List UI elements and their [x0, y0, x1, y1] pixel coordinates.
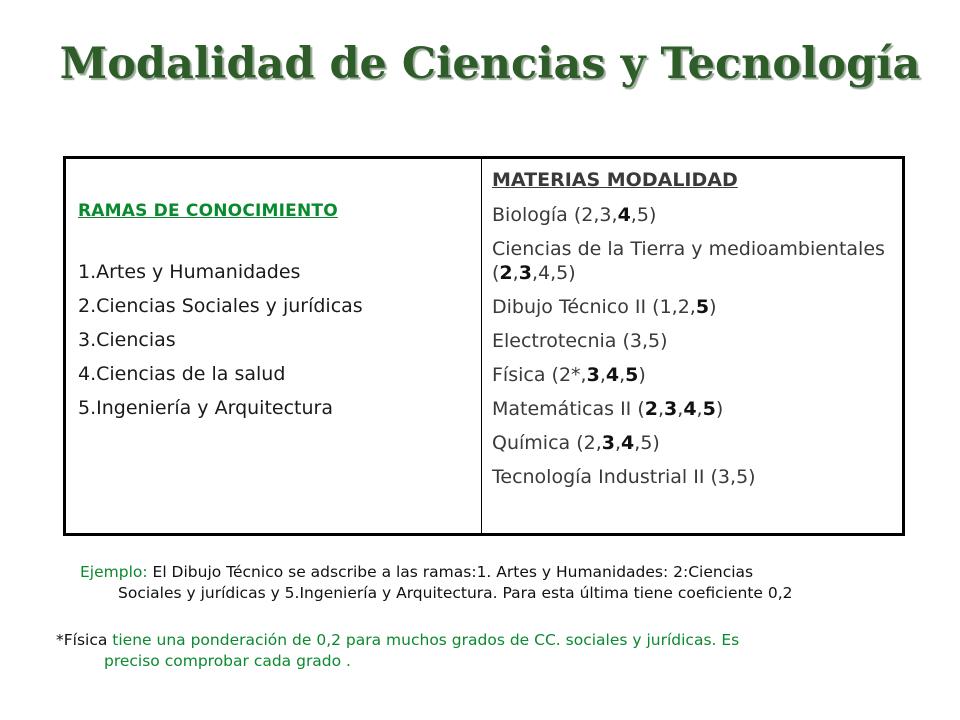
- materia-code: 2: [583, 432, 596, 454]
- materia-code: 3: [629, 330, 642, 352]
- materia-code: 5: [736, 466, 749, 488]
- rama-item: 1.Artes y Humanidades: [78, 261, 301, 283]
- materia-item: Electrotecnia (3,5): [492, 330, 668, 352]
- materia-code: 5: [625, 364, 639, 386]
- materia-code: 5: [695, 296, 710, 318]
- materia-name: Dibujo Técnico II: [492, 296, 647, 318]
- rama-item: 5.Ingeniería y Arquitectura: [78, 397, 333, 419]
- fisica-text-line1: tiene una ponderación de 0,2 para muchos grados de CC. sociales y jurídicas. Es: [107, 631, 740, 649]
- materia-name: Física: [492, 364, 546, 386]
- materia-code: 4: [683, 398, 697, 420]
- subjects-table: [63, 156, 905, 536]
- example-label: Ejemplo:: [80, 563, 148, 581]
- materia-code: 5: [640, 432, 653, 454]
- materia-name: Química: [492, 432, 571, 454]
- materia-code: 1: [659, 296, 672, 318]
- rama-item: 3.Ciencias: [78, 329, 176, 351]
- materia-code: 5: [556, 262, 569, 284]
- fisica-note: [56, 630, 946, 672]
- page-title: Modalidad de Ciencias y Tecnología: [59, 39, 921, 89]
- materia-item: Tecnología Industrial II (3,5): [492, 466, 756, 488]
- example-text-line1: El Dibujo Técnico se adscribe a las ramas:1. Artes y Humanidades: 2:Ciencias: [147, 563, 754, 581]
- materia-item: Física (2*,3,4,5): [492, 364, 646, 386]
- materia-name: Matemáticas II: [492, 398, 632, 420]
- example-note: [80, 562, 950, 604]
- materia-name: Ciencias de la Tierra y medioambientales: [492, 238, 885, 260]
- materia-code: 3: [717, 466, 731, 488]
- materia-code: 2: [581, 204, 594, 226]
- materia-code: 3: [599, 204, 612, 226]
- rama-item: 4.Ciencias de la salud: [78, 363, 286, 385]
- materia-item: Dibujo Técnico II (1,2,5): [492, 296, 717, 318]
- materia-code: 2: [499, 262, 513, 284]
- example-text-line2: Sociales y jurídicas y 5.Ingeniería y Arquitectura. Para esta última tiene coeficiente 0,2: [118, 584, 793, 602]
- fisica-text-line2: preciso comprobar cada grado .: [104, 652, 351, 670]
- materias-column: [482, 159, 902, 533]
- materia-code: 3: [586, 364, 600, 386]
- materia-code: 4: [621, 432, 635, 454]
- materia-item: Matemáticas II (2,3,4,5): [492, 398, 724, 420]
- rama-item: 2.Ciencias Sociales y jurídicas: [78, 295, 363, 317]
- materia-code: 4: [537, 262, 551, 284]
- materia-code: 3: [664, 398, 678, 420]
- materia-item: Química (2,3,4,5): [492, 432, 660, 454]
- ramas-column: [66, 159, 482, 533]
- materia-code: 3: [601, 432, 615, 454]
- materia-item: Biología (2,3,4,5): [492, 204, 657, 226]
- materia-code: 2: [677, 296, 690, 318]
- materias-header: MATERIAS MODALIDAD: [492, 169, 738, 191]
- materia-code: 2: [644, 398, 658, 420]
- materia-code: 3: [518, 262, 532, 284]
- materia-code: 5: [702, 398, 716, 420]
- materia-code: 4: [605, 364, 620, 386]
- materia-code: 5: [636, 204, 649, 226]
- materia-name: Electrotecnia: [492, 330, 617, 352]
- materia-code: 2*: [558, 364, 581, 386]
- ramas-header: RAMAS DE CONOCIMIENTO: [78, 201, 338, 221]
- fisica-prefix: *Física: [56, 631, 108, 649]
- materia-code: 4: [617, 204, 631, 226]
- materia-name: Tecnología Industrial II: [492, 466, 705, 488]
- materia-code: 5: [648, 330, 661, 352]
- ramas-list: [78, 255, 481, 425]
- materias-list: [492, 199, 902, 495]
- materia-item: Ciencias de la Tierra y medioambientales (2,3,4,5): [492, 238, 885, 284]
- materia-name: Biología: [492, 204, 568, 226]
